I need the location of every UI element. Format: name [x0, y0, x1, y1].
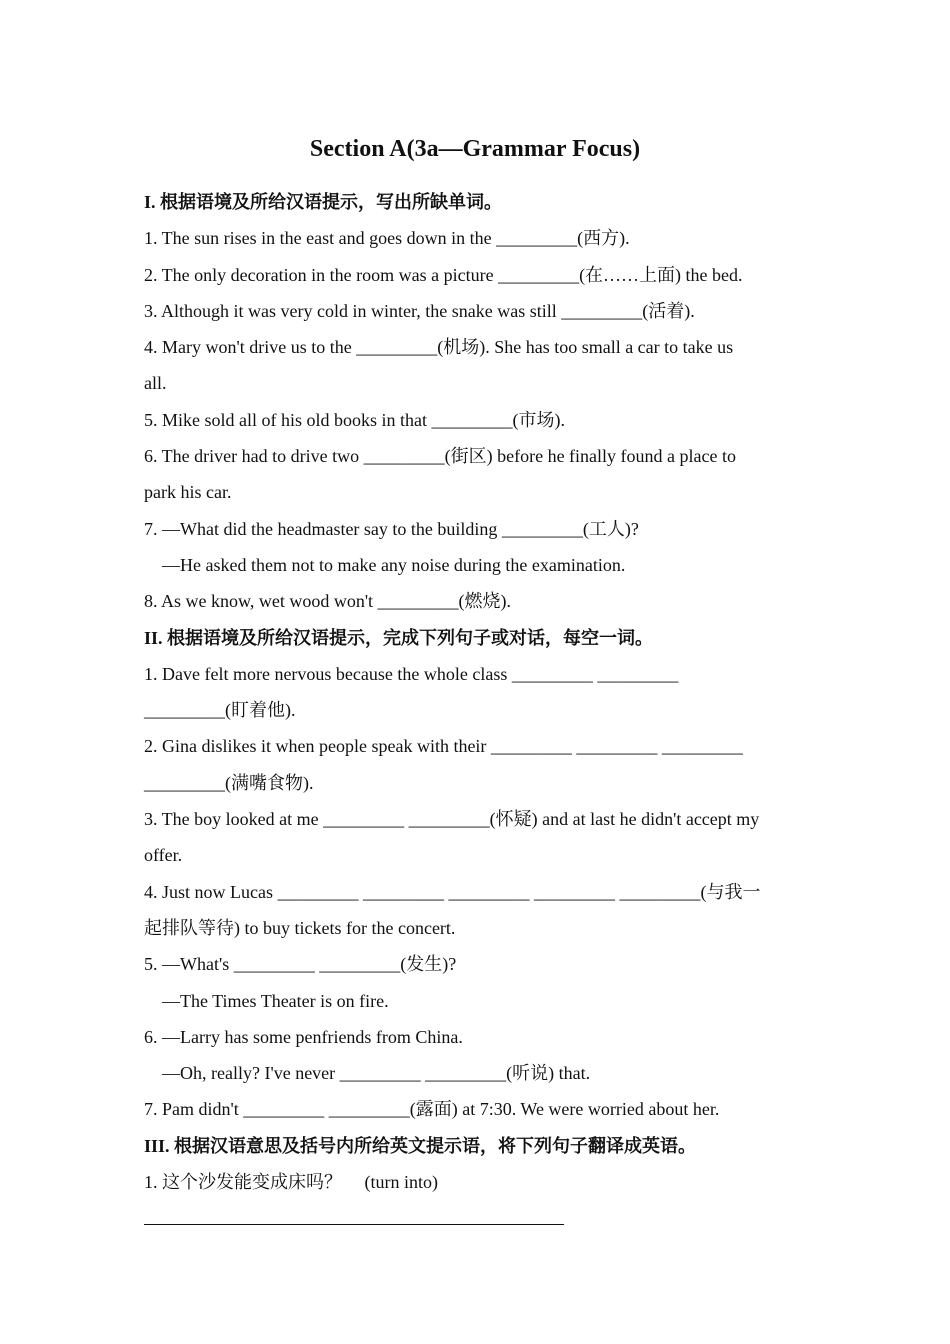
section-1-item-5: 5. Mike sold all of his old books in that _________(市场). — [144, 409, 565, 430]
answer-line — [144, 1200, 806, 1236]
section-2-item-6: 6. —Larry has some penfriends from China. — [144, 1026, 463, 1047]
section-2-item-1-cont: _________(盯着他). — [144, 700, 296, 721]
section-1-item-7-reply: —He asked them not to make any noise during the examination. — [162, 554, 626, 575]
section-2-heading: II. 根据语境及所给汉语提示，完成下列句子或对话，每空一词。 — [144, 627, 654, 648]
section-1-item-2: 2. The only decoration in the room was a picture _________(在……上面) the bed. — [144, 264, 743, 285]
section-1-item-1: 1. The sun rises in the east and goes down in the _________(西方). — [144, 228, 630, 249]
section-1-item-4: 4. Mary won't drive us to the _________(机场). She has too small a car to take us — [144, 337, 734, 358]
section-1-item-4-cont: all. — [144, 373, 167, 394]
section-2-item-2-cont: _________(满嘴食物). — [144, 772, 314, 793]
section-1-heading: I. 根据语境及所给汉语提示，写出所缺单词。 — [144, 192, 503, 212]
section-2-item-7: 7. Pam didn't _________ _________(露面) at 7:30. We were worried about her. — [144, 1099, 720, 1120]
section-2-item-5-reply: —The Times Theater is on fire. — [162, 990, 389, 1011]
section-2-item-2: 2. Gina dislikes it when people speak with their _________ _________ _________ — [144, 736, 743, 757]
section-1-item-3: 3. Although it was very cold in winter, the snake was still _________(活着). — [144, 300, 695, 321]
section-2-item-3: 3. The boy looked at me _________ _________(怀疑) and at last he didn't accept my — [144, 809, 760, 830]
worksheet-content — [144, 184, 806, 1237]
section-3-item-1: 1. 这个沙发能变成床吗？ (turn into) — [144, 1172, 438, 1193]
section-2-item-3-cont: offer. — [144, 845, 183, 866]
section-2-item-6-reply: —Oh, really? I've never _________ _________(听说) that. — [162, 1063, 591, 1084]
section-3-heading: III. 根据汉语意思及括号内所给英文提示语，将下列句子翻译成英语。 — [144, 1135, 697, 1156]
section-1-item-8: 8. As we know, wet wood won't _________(燃烧). — [144, 591, 512, 612]
section-1-item-7: 7. —What did the headmaster say to the building _________(工人)? — [144, 518, 639, 539]
page-title: Section A(3a—Grammar Focus) — [309, 136, 641, 162]
section-2-item-4-cont: 起排队等待) to buy tickets for the concert. — [144, 917, 456, 938]
answer-rule — [144, 1224, 564, 1225]
section-2-item-4: 4. Just now Lucas _________ _________ _________ _________ _________(与我一 — [144, 881, 761, 902]
section-2-item-5: 5. —What's _________ _________(发生)? — [144, 954, 457, 975]
section-2-item-1: 1. Dave felt more nervous because the whole class _________ _________ — [144, 663, 679, 684]
section-1-item-6: 6. The driver had to drive two _________(街区) before he finally found a place to — [144, 446, 736, 467]
section-1-item-6-cont: park his car. — [144, 482, 232, 503]
